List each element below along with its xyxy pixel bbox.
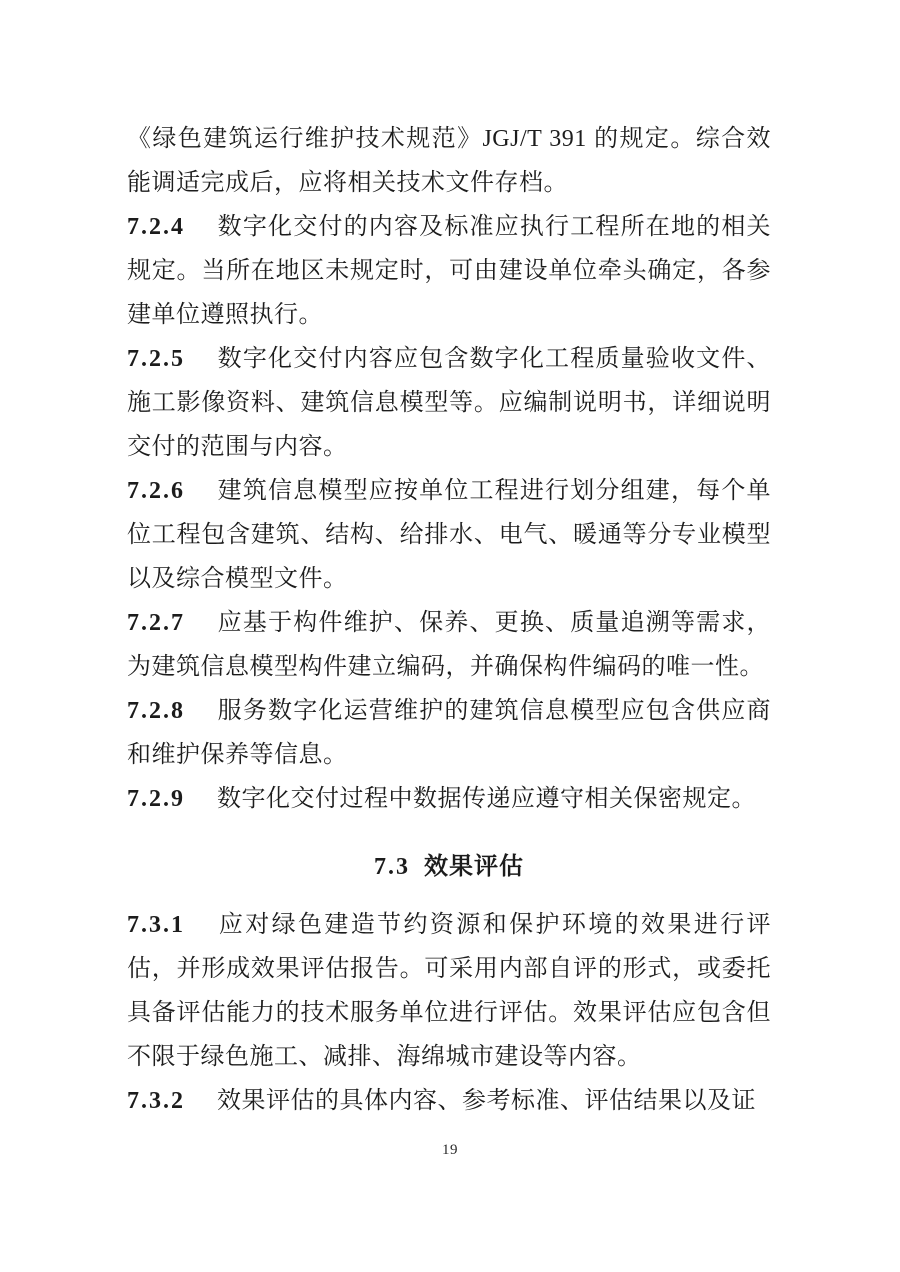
clause-number: 7.2.5 [127,346,185,372]
section-heading-7-3 [127,845,771,889]
page-number: 19 [442,1142,458,1158]
clause-number: 7.2.7 [127,610,185,636]
clause-7-2-7 [127,601,771,689]
clause-text: 数字化交付的内容及标准应执行工程所在地的相关规定。当所在地区未规定时，可由建设单位牵头确定，各参建单位遵照执行。 [127,214,771,328]
clause-7-2-4 [127,205,771,337]
clause-7-2-5 [127,337,771,469]
clause-number: 7.3.2 [127,1088,185,1114]
clause-text: 应对绿色建造节约资源和保护环境的效果进行评估，并形成效果评估报告。可采用内部自评的形式，或委托具备评估能力的技术服务单位进行评估。效果评估应包含但不限于绿色施工、减排、海绵城市建设等内容。 [127,912,771,1070]
clause-7-2-9 [127,777,771,821]
clause-number: 7.2.6 [127,478,185,504]
clause-7-2-6 [127,469,771,601]
clause-7-3-2 [127,1079,771,1123]
clause-number: 7.2.8 [127,698,185,724]
clause-number: 7.3.1 [127,912,185,938]
clause-7-2-8 [127,689,771,777]
clause-text: 效果评估的具体内容、参考标准、评估结果以及证 [217,1088,756,1114]
clause-text: 建筑信息模型应按单位工程进行划分组建，每个单位工程包含建筑、结构、给排水、电气、暖通等分专业模型以及综合模型文件。 [127,478,771,592]
section-number: 7.3 [374,854,410,880]
section-title: 效果评估 [424,854,524,880]
clause-text: 服务数字化运营维护的建筑信息模型应包含供应商和维护保养等信息。 [127,698,771,768]
clause-7-3-1 [127,903,771,1079]
paragraph-continuation: 《绿色建筑运行维护技术规范》JGJ/T 391 的规定。综合效能调适完成后，应将相关技术文件存档。 [127,126,771,196]
clause-text: 应基于构件维护、保养、更换、质量追溯等需求，为建筑信息模型构件建立编码，并确保构件编码的唯一性。 [127,610,771,680]
clause-text: 数字化交付内容应包含数字化工程质量验收文件、施工影像资料、建筑信息模型等。应编制说明书，详细说明交付的范围与内容。 [127,346,771,460]
clause-number: 7.2.4 [127,214,185,240]
clause-text: 数字化交付过程中数据传递应遵守相关保密规定。 [217,786,756,812]
clause-number: 7.2.9 [127,786,185,812]
page-footer [0,1141,900,1159]
page-content [127,117,771,1123]
